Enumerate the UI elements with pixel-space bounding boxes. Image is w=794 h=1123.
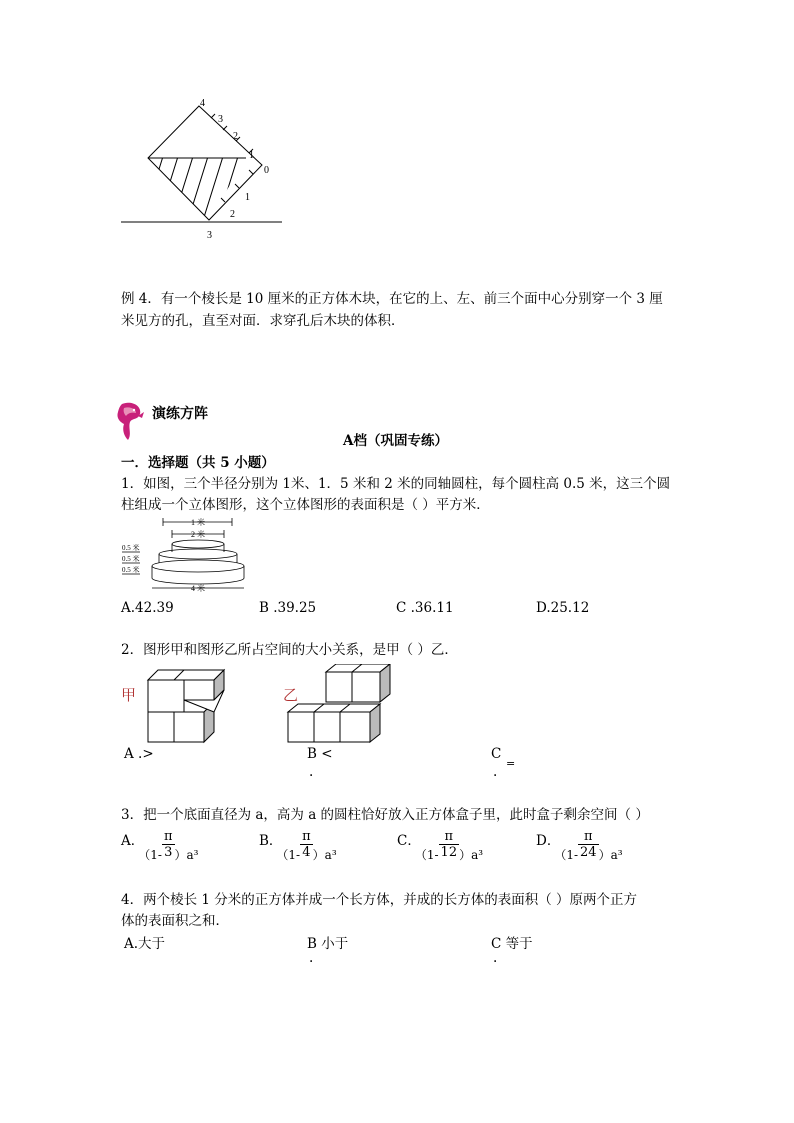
dim-label: 2 米: [191, 530, 205, 539]
q3-line: 3．把一个底面直径为 a，高为 a 的圆柱恰好放入正方体盒子里，此时盒子剩余空间（ ）: [121, 807, 649, 823]
option-suffix: ）a³: [312, 848, 337, 862]
q3-option-b[interactable]: [259, 829, 337, 860]
q2-option-c-symbol: =: [506, 757, 516, 770]
q1-line1: 1．如图，三个半径分别为 1米、1．5 米和 2 米的同轴圆柱，每个圆柱高 0.5 米，这三个圆: [121, 476, 671, 492]
q2-option-b-dot: .: [309, 764, 314, 780]
q1-line2: 柱组成一个立体图形，这个立体图形的表面积是（ ）平方米．: [121, 497, 490, 513]
q2-option-c-dot: .: [493, 764, 498, 780]
denominator: 24: [580, 845, 597, 860]
denominator: 12: [440, 845, 458, 860]
option-suffix: ）a³: [174, 848, 199, 862]
option-suffix: ）a³: [459, 848, 484, 862]
q4-line1: 4．两个棱长 1 分米的正方体并成一个长方体，并成的长方体的表面积（ ）原两个正方: [121, 892, 638, 908]
q1-option-c[interactable]: C .36.11: [396, 600, 454, 616]
denominator: 3: [164, 845, 173, 860]
example4-line1: 例 4．有一个棱长是 10 厘米的正方体木块，在它的上、左、前三个面中心分别穿一个 3 厘: [121, 291, 663, 307]
q1-option-d[interactable]: D.25.12: [536, 600, 590, 616]
q3-option-a[interactable]: [121, 829, 198, 860]
fraction: [162, 829, 175, 860]
option-prefix: （1-: [560, 848, 579, 862]
q4-option-c[interactable]: C 等于: [491, 936, 533, 952]
option-suffix: ）a³: [598, 848, 623, 862]
option-prefix: （1-: [282, 848, 301, 862]
q4-option-a[interactable]: A.大于: [124, 936, 166, 952]
cube-figure-b: [283, 664, 393, 746]
dim-label: 4 米: [191, 584, 205, 593]
dim-label: 0.5 米: [122, 544, 140, 552]
tick-label: 2: [230, 209, 235, 220]
tick-label: 0: [264, 165, 269, 176]
q4-option-b-dot: .: [309, 950, 314, 966]
denominator: 4: [302, 845, 311, 860]
tick-label: 1: [245, 192, 250, 203]
fraction: [300, 829, 313, 860]
dim-label: 1 米: [191, 518, 205, 527]
dim-label: 0.5 米: [122, 555, 140, 563]
q1-option-b[interactable]: B .39.25: [259, 600, 317, 616]
option-letter: D．: [536, 833, 561, 849]
option-letter: C．: [397, 833, 421, 849]
part-title: 一．选择题（共 5 小题）: [121, 455, 275, 471]
numerator: π: [578, 829, 599, 845]
dolphin-icon: [114, 400, 146, 442]
tick-label: 1: [249, 150, 254, 161]
numerator: π: [439, 829, 460, 845]
q4-option-b[interactable]: B 小于: [307, 936, 349, 952]
option-prefix: （1-: [144, 848, 162, 862]
q2-option-a[interactable]: A .>: [124, 746, 154, 762]
option-prefix: （1-: [420, 848, 439, 862]
q3-option-c[interactable]: [397, 829, 483, 860]
q3-option-d[interactable]: [536, 829, 623, 860]
q2-line: 2．图形甲和图形乙所占空间的大小关系，是甲（ ）乙．: [121, 642, 458, 658]
level-title: A档（巩固专练）: [343, 433, 448, 449]
fraction: [578, 829, 599, 860]
tick-label: 3: [207, 230, 212, 241]
figure-b-label: 乙: [283, 686, 299, 704]
hatched-square-diagram: [110, 95, 300, 245]
stacked-cylinders-diagram: [118, 514, 258, 594]
fraction: [439, 829, 460, 860]
tick-label: 2: [233, 131, 238, 142]
dim-label: 0.5 米: [122, 566, 140, 574]
option-letter: B．: [259, 833, 283, 849]
option-letter: A．: [121, 833, 145, 849]
q4-line2: 体的表面积之和．: [121, 913, 229, 929]
example4-line2: 米见方的孔，直至对面．求穿孔后木块的体积．: [121, 313, 405, 329]
tick-label: 4: [200, 98, 205, 109]
tick-label: 3: [218, 114, 223, 125]
section-title: 演练方阵: [152, 406, 208, 422]
q4-option-c-dot: .: [493, 950, 498, 966]
q1-option-a[interactable]: A.42.39: [121, 600, 174, 616]
q2-option-b[interactable]: B <: [307, 746, 333, 762]
cube-figure-a: [140, 664, 230, 746]
figure-a-label: 甲: [121, 686, 137, 704]
numerator: π: [163, 829, 173, 844]
q2-option-c[interactable]: C: [491, 746, 502, 762]
numerator: π: [302, 829, 311, 844]
